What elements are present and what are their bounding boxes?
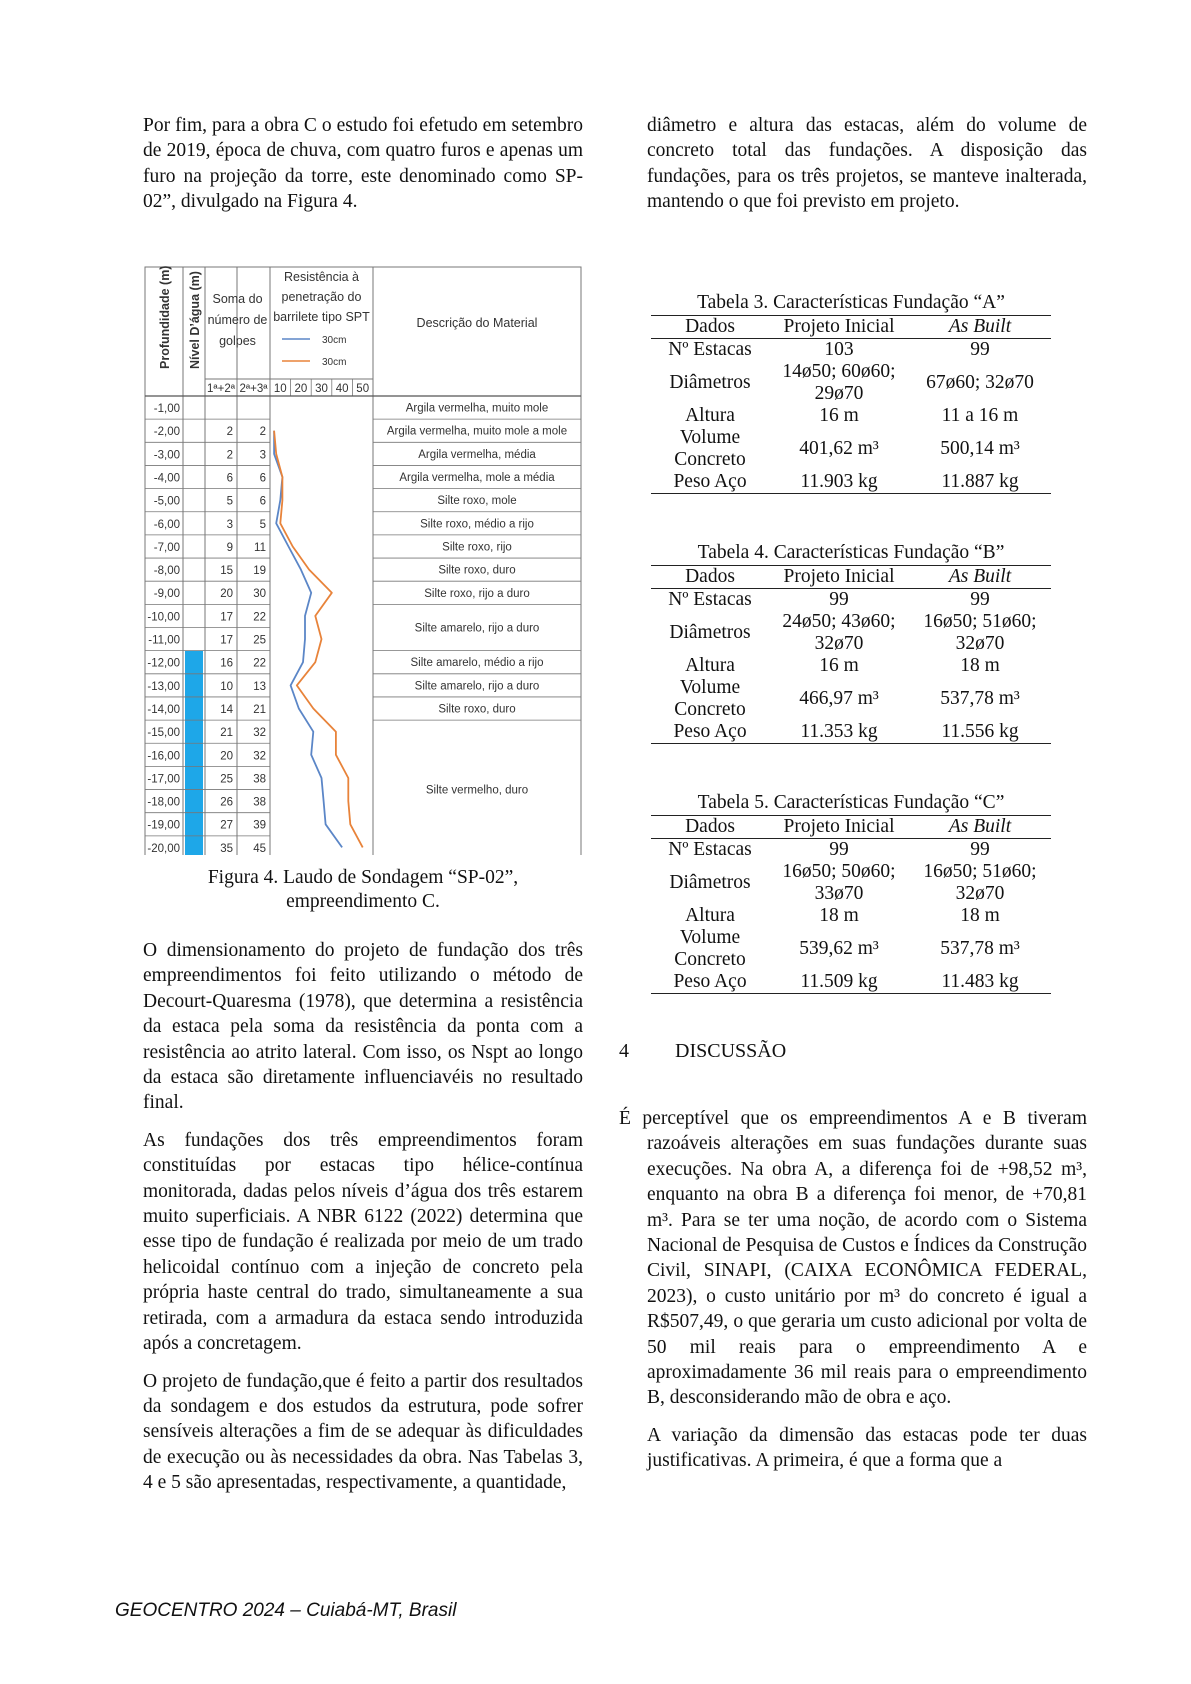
blow-count-12: 16 bbox=[220, 657, 233, 670]
column-header: Dados bbox=[651, 316, 769, 339]
column-header: As Built bbox=[909, 816, 1051, 839]
table-cell: 16ø50; 50ø60; 33ø70 bbox=[782, 861, 896, 904]
water-level-bar bbox=[185, 651, 203, 855]
column-header: Projeto Inicial bbox=[769, 816, 909, 839]
blow-count-12: 35 bbox=[220, 842, 233, 855]
table-cell: Diâmetros bbox=[669, 872, 751, 893]
blow-count-12: 10 bbox=[220, 680, 233, 693]
material-description: Argila vermelha, mole a média bbox=[399, 472, 555, 485]
blow-count-12: 26 bbox=[220, 796, 233, 809]
table-cell: 24ø50; 43ø60; 32ø70 bbox=[782, 611, 896, 654]
table-cell: Volume Concreto bbox=[674, 927, 746, 970]
table-row bbox=[651, 677, 1051, 721]
paragraph: Por fim, para a obra C o estudo foi efetudo em setembro de 2019, época de chuva, com quatro furos e apenas um furo na projeção da torre, este denominado como SP-02”, divulgado na Figura 4. bbox=[143, 115, 583, 213]
legend-label: 30cm bbox=[322, 335, 347, 346]
blow-count-23: 45 bbox=[253, 842, 266, 855]
blow-count-header: golpes bbox=[219, 334, 256, 348]
table-row bbox=[651, 971, 1051, 994]
table-cell: 11.903 kg bbox=[769, 471, 909, 494]
table-cell: 11 a 16 m bbox=[941, 405, 1019, 426]
table-cell: 103 bbox=[824, 339, 854, 360]
data-table bbox=[651, 565, 1051, 744]
caption-line: empreendimento C. bbox=[286, 891, 440, 912]
table-cell: Peso Aço bbox=[651, 721, 769, 744]
depth-label: -13,00 bbox=[147, 680, 180, 693]
depth-label: -17,00 bbox=[147, 773, 180, 786]
left-column-body bbox=[143, 938, 583, 1508]
material-description: Silte roxo, rijo bbox=[442, 541, 512, 554]
table-cell: Diâmetros bbox=[669, 622, 751, 643]
blow-count-12: 20 bbox=[220, 588, 233, 601]
sum-subheader: 1ª+2ª bbox=[206, 383, 236, 395]
section-heading bbox=[619, 1040, 786, 1063]
material-description: Silte roxo, médio a rijo bbox=[420, 518, 534, 531]
depth-label: -10,00 bbox=[147, 611, 180, 624]
data-table bbox=[651, 315, 1051, 494]
blow-count-12: 2 bbox=[226, 449, 233, 462]
table-cell: 16ø50; 51ø60; 32ø70 bbox=[923, 861, 1037, 904]
resistance-header: penetração do bbox=[281, 290, 362, 304]
blow-count-12: 2 bbox=[226, 426, 233, 439]
table-cell: 67ø60; 32ø70 bbox=[926, 372, 1034, 393]
blow-count-23: 13 bbox=[253, 680, 266, 693]
description-header: Descrição do Material bbox=[416, 316, 538, 330]
table-cell: 18 m bbox=[960, 655, 1000, 676]
scale-tick-label: 50 bbox=[356, 383, 370, 395]
table-cell: 500,14 m³ bbox=[940, 438, 1020, 459]
column-header: Dados bbox=[651, 816, 769, 839]
left-column-top bbox=[143, 113, 583, 227]
table-cell: Nº Estacas bbox=[668, 589, 752, 610]
blow-count-12: 9 bbox=[226, 541, 233, 554]
water-level-header: Nível D’água (m) bbox=[188, 271, 202, 369]
table-cell: Volume Concreto bbox=[674, 427, 746, 470]
table-cell: 99 bbox=[829, 589, 849, 610]
material-description: Silte roxo, mole bbox=[437, 495, 517, 508]
data-table bbox=[651, 815, 1051, 994]
spt-curve-23 bbox=[274, 431, 363, 848]
table-cell: 18 m bbox=[819, 905, 859, 926]
table-cell: 14ø50; 60ø60; 29ø70 bbox=[782, 361, 896, 404]
material-description: Argila vermelha, muito mole a mole bbox=[386, 425, 568, 438]
blow-count-header: Soma do bbox=[212, 292, 263, 306]
table-row bbox=[651, 927, 1051, 971]
table-cell: 401,62 m³ bbox=[799, 438, 879, 459]
blow-count-header: número de bbox=[207, 313, 268, 327]
depth-label: -6,00 bbox=[153, 518, 180, 531]
resistance-header: barrilete tipo SPT bbox=[273, 310, 370, 324]
table-row bbox=[651, 339, 1051, 362]
table-row bbox=[651, 721, 1051, 744]
table-cell: Volume Concreto bbox=[674, 677, 746, 720]
paragraph: É perceptível que os empreendimentos A e B tiveram razoáveis alterações em suas fundações durante suas execuções. Na obra A, a diferença foi de +98,52 m³, enquanto na obra B a diferença foi menor, de +70,81 m³. Para se ter uma noção, de acordo com o Sistema Nacional de Pesquisa de Custos e Índices da Construção Civil, SINAPI, (CAIXA ECONÔMICA FEDERAL, 2023), o custo unitário por m³ do concreto é igual a R$507,49, o que geraria um custo adicional por volta de 50 mil reais para o empreendimento A e aproximadamente 36 mil reais para o empreendimento B, desconsiderando mão de obra e aço. bbox=[619, 1108, 1087, 1409]
blow-count-23: 6 bbox=[259, 495, 266, 508]
material-description: Silte roxo, rijo a duro bbox=[424, 587, 530, 600]
table-cell: 537,78 m³ bbox=[940, 688, 1020, 709]
legend-label: 30cm bbox=[322, 357, 347, 368]
column-header: Dados bbox=[651, 566, 769, 589]
table-row bbox=[651, 589, 1051, 612]
table-row bbox=[651, 839, 1051, 862]
depth-label: -7,00 bbox=[153, 541, 180, 554]
blow-count-23: 25 bbox=[253, 634, 266, 647]
blow-count-12: 3 bbox=[226, 518, 233, 531]
section-number: 4 bbox=[619, 1040, 629, 1062]
right-column-top bbox=[647, 113, 1087, 227]
table-cell: 16ø50; 51ø60; 32ø70 bbox=[923, 611, 1037, 654]
table-row bbox=[651, 861, 1051, 905]
blow-count-12: 15 bbox=[220, 565, 233, 578]
blow-count-12: 27 bbox=[220, 819, 233, 832]
blow-count-23: 3 bbox=[259, 449, 266, 462]
sum-subheader: 2ª+3ª bbox=[239, 383, 268, 395]
figure-caption bbox=[143, 866, 583, 914]
material-description: Silte amarelo, rijo a duro bbox=[414, 680, 540, 693]
table-row bbox=[651, 905, 1051, 927]
table-caption: Tabela 4. Características Fundação “B” bbox=[697, 542, 1005, 563]
material-description: Argila vermelha, média bbox=[418, 448, 536, 461]
depth-label: -20,00 bbox=[147, 842, 180, 855]
table-row bbox=[651, 405, 1051, 427]
depth-label: -12,00 bbox=[147, 657, 180, 670]
depth-label: -9,00 bbox=[153, 588, 180, 601]
blow-count-23: 32 bbox=[253, 727, 266, 740]
table-cell: 99 bbox=[970, 839, 990, 860]
scale-tick-label: 20 bbox=[294, 383, 308, 395]
material-description: Silte roxo, duro bbox=[438, 703, 516, 716]
depth-label: -3,00 bbox=[153, 449, 180, 462]
blow-count-23: 19 bbox=[253, 565, 266, 578]
blow-count-23: 6 bbox=[259, 472, 266, 485]
table-4 bbox=[651, 542, 1051, 744]
paragraph: A variação da dimensão das estacas pode ter duas justificativas. A primeira, é que a forma que a bbox=[647, 1424, 1087, 1472]
blow-count-23: 2 bbox=[259, 426, 266, 439]
table-cell: Peso Aço bbox=[651, 971, 769, 994]
blow-count-23: 30 bbox=[253, 588, 266, 601]
table-row bbox=[651, 471, 1051, 494]
depth-label: -15,00 bbox=[147, 727, 180, 740]
resistance-header: Resistência à bbox=[283, 270, 360, 284]
depth-label: -4,00 bbox=[153, 472, 180, 485]
table-row bbox=[651, 611, 1051, 655]
table-cell: 99 bbox=[829, 839, 849, 860]
spt-curve-12 bbox=[274, 431, 342, 848]
column-header: As Built bbox=[909, 316, 1051, 339]
table-cell: Altura bbox=[685, 905, 735, 926]
scale-tick-label: 30 bbox=[315, 383, 328, 395]
depth-label: -11,00 bbox=[148, 634, 180, 647]
blow-count-23: 38 bbox=[253, 773, 266, 786]
scale-tick-label: 10 bbox=[273, 383, 287, 395]
section-title: DISCUSSÃO bbox=[675, 1040, 787, 1062]
blow-count-12: 25 bbox=[220, 773, 233, 786]
table-cell: Nº Estacas bbox=[668, 839, 752, 860]
table-3 bbox=[651, 292, 1051, 494]
blow-count-23: 22 bbox=[253, 657, 266, 670]
depth-label: -16,00 bbox=[147, 750, 180, 763]
table-cell: 11.887 kg bbox=[909, 471, 1051, 494]
table-cell: Diâmetros bbox=[669, 372, 751, 393]
blow-count-12: 6 bbox=[226, 472, 233, 485]
depth-label: -1,00 bbox=[153, 403, 180, 415]
table-cell: 11.556 kg bbox=[909, 721, 1051, 744]
caption-line: Figura 4. Laudo de Sondagem “SP-02”, bbox=[207, 867, 519, 888]
table-cell: 537,78 m³ bbox=[940, 938, 1020, 959]
blow-count-23: 32 bbox=[253, 750, 266, 763]
table-row bbox=[651, 655, 1051, 677]
table-cell: 11.509 kg bbox=[769, 971, 909, 994]
scale-tick-label: 40 bbox=[335, 383, 349, 395]
figure-sp02-borehole-log bbox=[143, 265, 583, 855]
depth-label: -14,00 bbox=[147, 703, 180, 716]
depth-label: -18,00 bbox=[147, 796, 180, 809]
column-header: Projeto Inicial bbox=[769, 566, 909, 589]
right-column-body bbox=[619, 1106, 1087, 1486]
table-5 bbox=[651, 792, 1051, 994]
table-cell: Peso Aço bbox=[651, 471, 769, 494]
table-cell: 16 m bbox=[819, 655, 859, 676]
paragraph: diâmetro e altura das estacas, além do volume de concreto total das fundações. A disposição das fundações, para os três projetos, se manteve inalterada, mantendo o que foi previsto em projeto. bbox=[647, 115, 1087, 213]
blow-count-12: 21 bbox=[220, 727, 233, 740]
blow-count-23: 11 bbox=[254, 541, 266, 554]
material-description: Argila vermelha, muito mole bbox=[405, 402, 549, 415]
blow-count-12: 17 bbox=[220, 634, 233, 647]
table-cell: 99 bbox=[970, 589, 990, 610]
table-caption: Tabela 3. Características Fundação “A” bbox=[697, 292, 1005, 313]
material-description: Silte vermelho, duro bbox=[425, 784, 529, 797]
blow-count-12: 14 bbox=[220, 703, 233, 716]
table-cell: Altura bbox=[685, 405, 735, 426]
page-footer: GEOCENTRO 2024 – Cuiabá-MT, Brasil bbox=[115, 1600, 457, 1621]
table-cell: 16 m bbox=[819, 405, 859, 426]
table-cell: 11.353 kg bbox=[769, 721, 909, 744]
blow-count-12: 20 bbox=[220, 750, 233, 763]
column-header: As Built bbox=[909, 566, 1051, 589]
depth-label: -2,00 bbox=[153, 426, 180, 439]
depth-header: Profundidade (m) bbox=[158, 265, 172, 369]
blow-count-23: 38 bbox=[253, 796, 266, 809]
table-cell: Nº Estacas bbox=[668, 339, 752, 360]
blow-count-23: 5 bbox=[259, 518, 266, 531]
material-description: Silte amarelo, rijo a duro bbox=[414, 622, 540, 635]
table-cell: Altura bbox=[685, 655, 735, 676]
table-row bbox=[651, 361, 1051, 405]
table-row bbox=[651, 427, 1051, 471]
depth-label: -8,00 bbox=[153, 565, 180, 578]
paragraph: O projeto de fundação,que é feito a partir dos resultados da sondagem e dos estudos da estrutura, pode sofrer sensíveis alterações a fim de se adequar às dificuldades de execução ou às necessidades da obra. Nas Tabelas 3, 4 e 5 são apresentadas, respectivamente, a quantidade, bbox=[143, 1370, 583, 1494]
table-cell: 18 m bbox=[960, 905, 1000, 926]
depth-label: -19,00 bbox=[147, 819, 180, 832]
material-description: Silte roxo, duro bbox=[438, 564, 516, 577]
paragraph: O dimensionamento do projeto de fundação dos três empreendimentos foi feito utilizando o método de Decourt-Quaresma (1978), que determina a resistência da estaca pela soma da resistência da ponta com a resistência ao atrito lateral. Com isso, os Nspt ao longo da estaca são diretamente influenciavéis no resultado final. bbox=[143, 940, 583, 1114]
blow-count-12: 5 bbox=[226, 495, 233, 508]
blow-count-23: 21 bbox=[253, 703, 266, 716]
material-description: Silte amarelo, médio a rijo bbox=[410, 657, 544, 670]
table-cell: 466,97 m³ bbox=[799, 688, 879, 709]
table-cell: 539,62 m³ bbox=[799, 938, 879, 959]
table-caption: Tabela 5. Características Fundação “C” bbox=[697, 792, 1005, 813]
paragraph: As fundações dos três empreendimentos foram constituídas por estacas tipo hélice-contínua monitorada, dadas pelos níveis d’água dos três estarem muito superficiais. A NBR 6122 (2022) determina que esse tipo de fundação é realizada por meio de um trado helicoidal contínuo com a injeção de concreto pela própria haste central do trado, simultaneamente a sua retirada, com a armadura da estaca sendo introduzida após a concretagem. bbox=[143, 1129, 583, 1355]
table-cell: 11.483 kg bbox=[909, 971, 1051, 994]
depth-label: -5,00 bbox=[153, 495, 180, 508]
blow-count-12: 17 bbox=[220, 611, 233, 624]
blow-count-23: 22 bbox=[253, 611, 266, 624]
table-cell: 99 bbox=[970, 339, 990, 360]
column-header: Projeto Inicial bbox=[769, 316, 909, 339]
blow-count-23: 39 bbox=[253, 819, 266, 832]
